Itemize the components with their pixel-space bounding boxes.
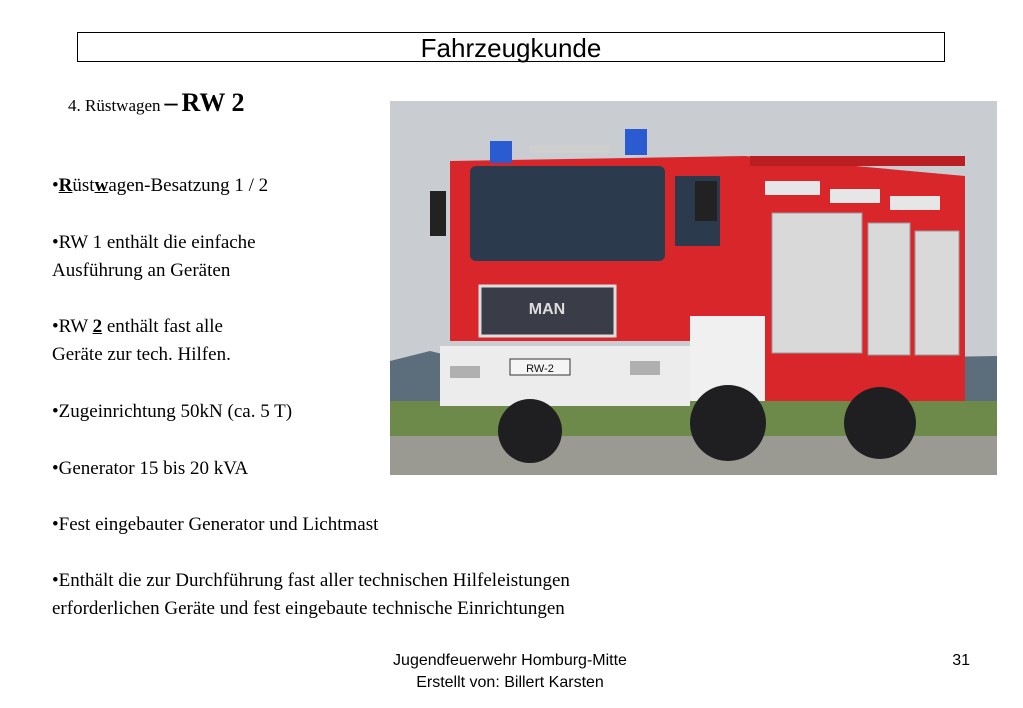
- fire-truck-photo: [390, 101, 997, 475]
- bullet-rw2-prefix: •RW: [52, 316, 93, 337]
- slide-title: Fahrzeugkunde: [77, 32, 945, 62]
- bullet-crew-rest: agen-Besatzung 1 / 2: [108, 175, 269, 196]
- bullet-rw2-line2: Geräte zur tech. Hilfen.: [52, 344, 231, 365]
- bullet-rw1-line2: Ausführung an Geräten: [52, 260, 231, 281]
- truck-plate-text: RW-2: [526, 363, 554, 375]
- bullet-rw2-suffix: enthält fast alle: [102, 316, 223, 337]
- bullet-crew-ust: üst: [72, 175, 95, 196]
- footer: [300, 650, 720, 694]
- footer-organization: Jugendfeuerwehr Homburg-Mitte: [393, 652, 627, 669]
- page-number: 31: [952, 652, 970, 669]
- bullet-towing: •Zugeinrichtung 50kN (ca. 5 T): [52, 401, 293, 422]
- bullet-crew: [52, 172, 268, 200]
- subtitle-main: RW 2: [181, 88, 245, 117]
- bullet-rw1: [52, 229, 256, 285]
- bullet-rw2: [52, 313, 231, 369]
- bullet-equipment-line1: •Enthält die zur Durchführung fast aller technischen Hilfeleistungen: [52, 570, 570, 591]
- footer-author: Erstellt von: Billert Karsten: [416, 674, 604, 691]
- bullet-rw2-num: 2: [92, 316, 103, 337]
- bullet-rw1-line1: •RW 1 enthält die einfache: [52, 232, 256, 253]
- bullet-rw2-line1: [52, 313, 231, 341]
- subtitle-dash: –: [164, 88, 178, 117]
- bullet-marker: •: [52, 175, 59, 196]
- bullet-crew-r: R: [58, 175, 73, 196]
- bullet-generator: •Generator 15 bis 20 kVA: [52, 458, 249, 479]
- bullet-equipment: [52, 567, 570, 623]
- fire-truck-illustration: [390, 101, 997, 475]
- bullet-equipment-line2: erforderlichen Geräte und fest eingebaute technische Einrichtungen: [52, 598, 565, 619]
- slide-subtitle: [68, 88, 244, 118]
- bullet-lightmast: •Fest eingebauter Generator und Lichtmast: [52, 514, 379, 535]
- truck-brand-text: MAN: [528, 301, 566, 318]
- subtitle-prefix: 4. Rüstwagen: [68, 96, 161, 115]
- bullet-crew-w: w: [94, 175, 109, 196]
